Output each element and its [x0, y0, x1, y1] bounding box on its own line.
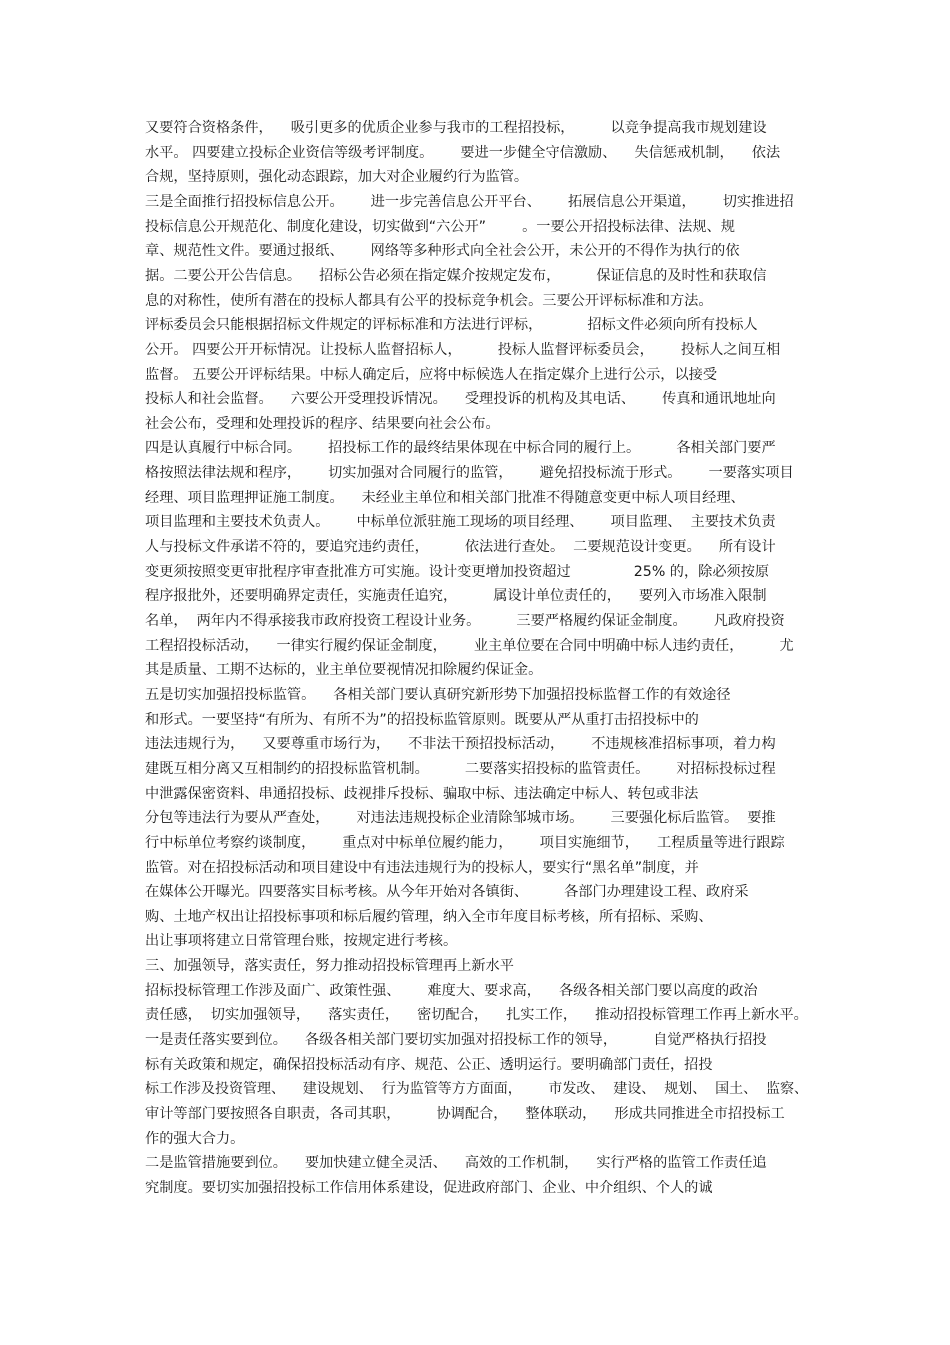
text-line: 二是监管措施要到位。 要加快建立健全灵活、 高效的工作机制， 实行严格的监管工作责任追 [145, 1155, 767, 1172]
text-line: 三、加强领导，落实责任，努力推动招投标管理再上新水平 [145, 958, 514, 975]
text-line: 又要符合资格条件， 吸引更多的优质企业参与我市的工程招投标， 以竞争提高我市规划建设 [145, 120, 767, 136]
text-line: 三是全面推行招投标信息公开。 进一步完善信息公开平台、 拓展信息公开渠道， 切实推进招 [145, 193, 794, 210]
text-line: 项目监理和主要技术负责人。 中标单位派驻施工现场的项目经理、 项目监理、 主要技术负责 [145, 514, 776, 531]
text-line: 审计等部门要按照各自职责，各司其职， 协调配合， 整体联动， 形成共同推进全市招投标工 [145, 1106, 785, 1122]
text-line: 五是切实加强招投标监管。 各相关部门要认真研究新形势下加强招投标监督工作的有效途径 [145, 686, 731, 703]
text-line: 分包等违法行为要从严查处， 对违法违规投标企业清除邹城市场。 三要强化标后监管。 要推 [145, 810, 776, 827]
text-line: 和形式。一要坚持“有所为、有所不为”的招投标监管原则。既要从严从重打击招投标中的 [145, 711, 699, 728]
text-line: 中泄露保密资料、串通招投标、歧视排斥投标、骗取中标、违法确定中标人、转包或非法 [145, 785, 699, 802]
text-line: 招标投标管理工作涉及面广、政策性强、 难度大、要求高， 各级各相关部门要以高度的政治 [145, 982, 758, 999]
text-line: 格按照法律法规和程序， 切实加强对合同履行的监管， 避免招投标流于形式。 一要落实项目 [145, 465, 794, 482]
text-line: 作的强大合力。 [145, 1130, 245, 1147]
text-line: 公开。 四要公开开标情况。让投标人监督招标人， 投标人监督评标委员会， 投标人之间互相 [145, 341, 781, 358]
text-line: 工程招投标活动， 一律实行履约保证金制度， 业主单位要在合同中明确中标人违约责任， 尤 [145, 637, 794, 654]
text-line: 章、规范性文件。要通过报纸、 网络等多种形式向全社会公开，未公开的不得作为执行的依 [145, 243, 740, 260]
text-line: 究制度。要切实加强招投标工作信用体系建设，促进政府部门、企业、中介组织、个人的诚 [145, 1180, 713, 1196]
text-line: 标有关政策和规定，确保招投标活动有序、规范、公正、透明运行。要明确部门责任，招投 [145, 1056, 713, 1073]
text-line: 社会公布，受理和处理投诉的程序、结果要向社会公布。 [145, 415, 500, 432]
text-line: 合规，坚持原则，强化动态跟踪，加大对企业履约行为监管。 [145, 169, 529, 186]
text-line: 违法违规行为， 又要尊重市场行为， 不非法干预招投标活动， 不违规核准招标事项，着力构 [145, 736, 776, 753]
text-line: 名单， 两年内不得承接我市政府投资工程设计业务。 三要严格履约保证金制度。 凡政府投资 [145, 613, 785, 629]
text-line: 标工作涉及投资管理、 建设规划、 行为监管等方方面面， 市发改、 建设、 规划、 国土、 监察、 [145, 1081, 809, 1098]
text-line: 水平。 四要建立投标企业资信等级考评制度。 要进一步健全守信激励、 失信惩戒机制， 依法 [145, 144, 781, 161]
text-line: 建既互相分离又互相制约的招投标监管机制。 二要落实招投标的监管责任。 对招标投标过程 [145, 760, 776, 777]
text-line: 购、土地产权出让招投标事项和标后履约管理，纳入全市年度目标考核，所有招标、采购、 [145, 908, 713, 925]
text-line: 变更须按照变更审批程序审查批准方可实施。设计变更增加投资超过 25% 的，除必须按原 [145, 563, 770, 580]
text-line: 投标信息公开规范化、制度化建设，切实做到“六公开” 。一要公开招投标法律、法规、规 [145, 218, 735, 235]
text-line: 监督。 五要公开评标结果。中标人确定后，应将中标候选人在指定媒介上进行公示，以接受 [145, 366, 718, 383]
text-line: 息的对称性，使所有潜在的投标人都具有公平的投标竞争机会。三要公开评标标准和方法。 [145, 292, 713, 309]
text-line: 四是认真履行中标合同。 招投标工作的最终结果体现在中标合同的履行上。 各相关部门要严 [145, 440, 776, 457]
text-line: 监管。对在招投标活动和项目建设中有违法违规行为的投标人，要实行“黑名单”制度，并 [145, 859, 699, 876]
text-line: 评标委员会只能根据招标文件规定的评标标准和方法进行评标， 招标文件必须向所有投标人 [145, 317, 758, 334]
text-line: 行中标单位考察约谈制度， 重点对中标单位履约能力， 项目实施细节， 工程质量等进行跟踪 [145, 834, 785, 851]
text-line: 一是责任落实要到位。 各级各相关部门要切实加强对招投标工作的领导， 自觉严格执行招投 [145, 1032, 767, 1048]
text-line: 在媒体公开曝光。四要落实目标考核。从今年开始对各镇街、 各部门办理建设工程、政府采 [145, 884, 749, 901]
text-line: 其是质量、工期不达标的，业主单位要视情况扣除履约保证金。 [145, 662, 543, 679]
text-line: 出让事项将建立日常管理台账，按规定进行考核。 [145, 933, 458, 950]
text-line: 程序报批外，还要明确界定责任，实施责任追究， 属设计单位责任的， 要列入市场准入限制 [145, 588, 767, 605]
text-line: 人与投标文件承诺不符的，要追究违约责任， 依法进行查处。 二要规范设计变更。 所有设计 [145, 539, 776, 555]
text-line: 经理、项目监理押证施工制度。 未经业主单位和相关部门批准不得随意变更中标人项目经理、 [145, 489, 745, 506]
text-line: 据。二要公开公告信息。 招标公告必须在指定媒介按规定发布， 保证信息的及时性和获取信 [145, 267, 767, 284]
text-line: 投标人和社会监督。 六要公开受理投诉情况。 受理投诉的机构及其电话、 传真和通讯地址向 [145, 391, 776, 408]
text-line: 责任感， 切实加强领导， 落实责任， 密切配合， 扎实工作， 推动招投标管理工作再上新水平。 [145, 1007, 808, 1024]
